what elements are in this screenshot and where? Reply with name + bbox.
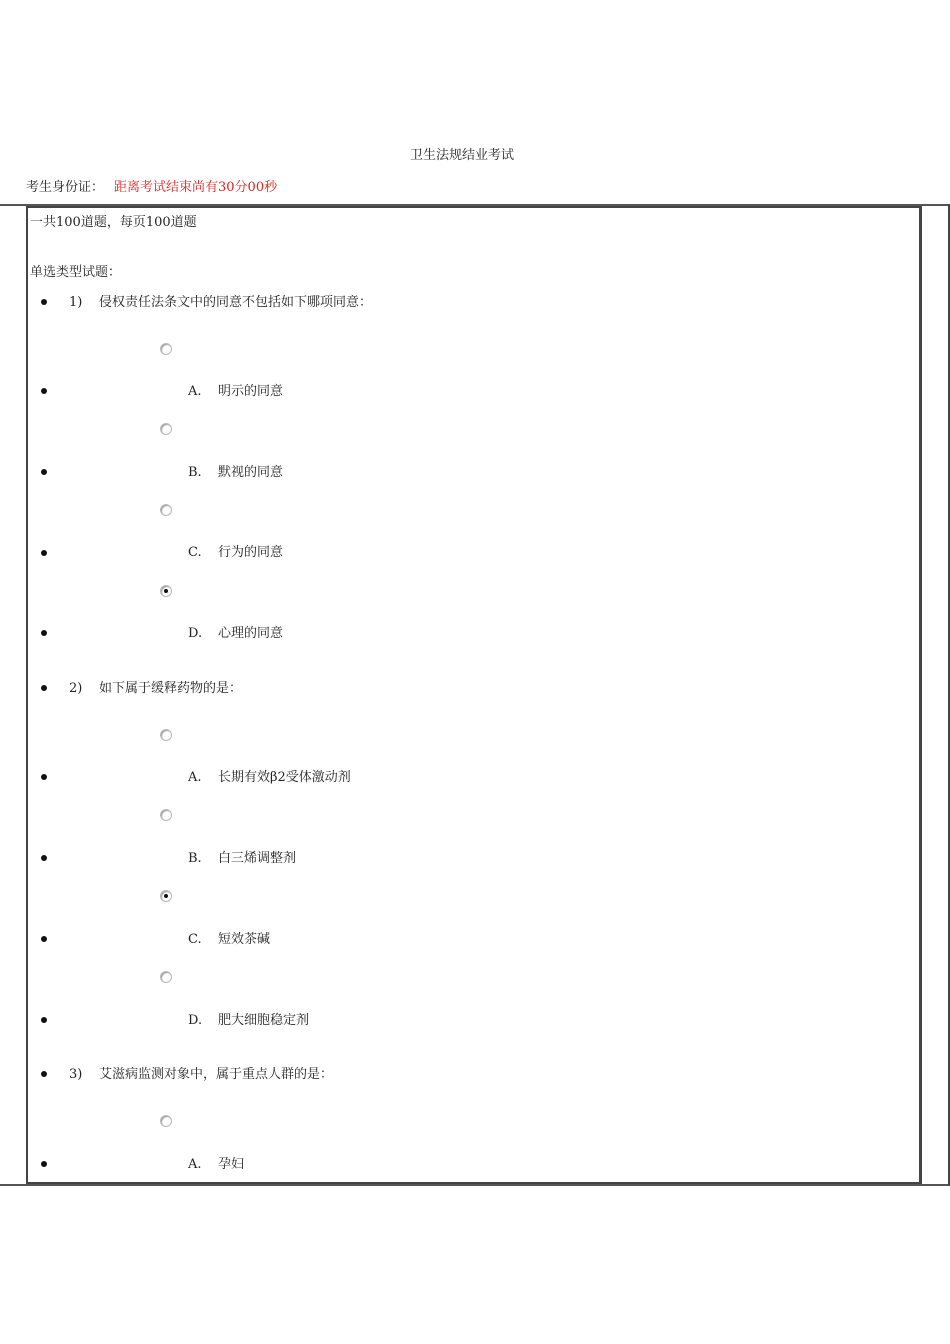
option-text: 长期有效β2受体激动剂 <box>218 770 351 785</box>
bullet-icon <box>41 774 47 780</box>
candidate-info-line <box>26 176 277 195</box>
question-panel <box>26 206 922 1184</box>
radio-q3-a[interactable] <box>160 1115 172 1127</box>
bullet-icon <box>41 469 47 475</box>
question-summary: 一共100道题，每页100道题 <box>30 215 197 230</box>
bullet-icon <box>41 299 47 305</box>
option-letter: A. <box>188 770 202 785</box>
question-text: 艾滋病监测对象中，属于重点人群的是： <box>99 1067 334 1082</box>
question-text: 如下属于缓释药物的是： <box>99 681 243 696</box>
bullet-icon <box>41 1161 47 1167</box>
bullet-icon <box>41 1071 47 1077</box>
bullet-icon <box>41 1017 47 1023</box>
option-text: 肥大细胞稳定剂 <box>218 1013 310 1028</box>
option-text: 孕妇 <box>218 1157 245 1172</box>
bullet-icon <box>41 855 47 861</box>
bullet-icon <box>41 685 47 691</box>
option-letter: C. <box>188 545 202 560</box>
bullet-icon <box>41 550 47 556</box>
option-text: 短效茶碱 <box>218 932 271 947</box>
bullet-icon <box>41 936 47 942</box>
option-text: 行为的同意 <box>218 545 284 560</box>
option-letter: C. <box>188 932 202 947</box>
option-letter: D. <box>188 1013 203 1028</box>
option-text: 白三烯调整剂 <box>218 851 297 866</box>
radio-q2-a[interactable] <box>160 729 172 741</box>
radio-q1-d[interactable] <box>160 585 172 597</box>
question-number: 3) <box>69 1067 83 1082</box>
option-letter: B. <box>188 465 202 480</box>
radio-q2-b[interactable] <box>160 809 172 821</box>
bullet-icon <box>41 388 47 394</box>
radio-q1-a[interactable] <box>160 343 172 355</box>
option-text: 明示的同意 <box>218 384 284 399</box>
option-text: 默视的同意 <box>218 465 284 480</box>
section-label: 单选类型试题： <box>30 265 122 280</box>
question-number: 1) <box>69 295 83 310</box>
option-text: 心理的同意 <box>218 626 284 641</box>
bullet-icon <box>41 630 47 636</box>
radio-q2-c[interactable] <box>160 890 172 902</box>
radio-q2-d[interactable] <box>160 971 172 983</box>
option-letter: D. <box>188 626 203 641</box>
countdown-timer: 距离考试结束尚有30分00秒 <box>114 180 278 195</box>
option-letter: A. <box>188 1157 202 1172</box>
radio-q1-b[interactable] <box>160 423 172 435</box>
candidate-id-label: 考生身份证： <box>26 180 105 195</box>
radio-q1-c[interactable] <box>160 504 172 516</box>
option-letter: A. <box>188 384 202 399</box>
exam-title: 卫生法规结业考试 <box>409 148 514 163</box>
question-text: 侵权责任法条文中的同意不包括如下哪项同意： <box>99 295 373 310</box>
question-number: 2) <box>69 681 83 696</box>
option-letter: B. <box>188 851 202 866</box>
